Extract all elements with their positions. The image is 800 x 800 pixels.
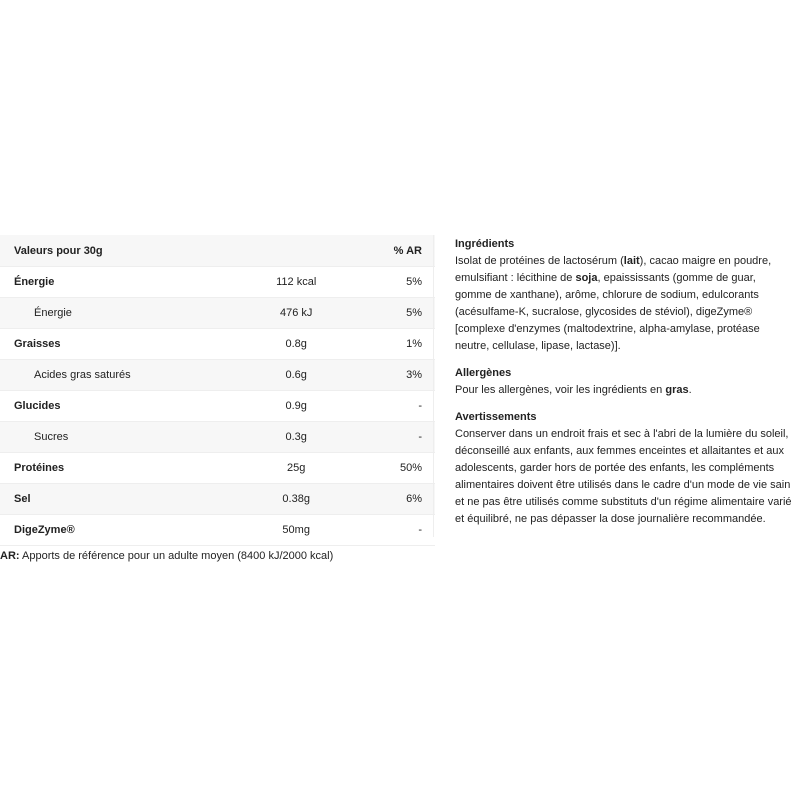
nutrient-ar: - — [346, 422, 435, 453]
nutrition-row — [0, 453, 435, 484]
ingredients-section — [455, 236, 795, 355]
nutrition-row — [0, 267, 435, 298]
nutrition-row — [0, 422, 435, 453]
ingredients-text — [455, 253, 795, 355]
allergens-text — [455, 382, 795, 399]
nutrient-ar: 3% — [346, 360, 435, 391]
nutrient-value: 112 kcal — [247, 267, 346, 298]
ar-footnote-text: Apports de référence pour un adulte moyen (8400 kJ/2000 kcal) — [19, 550, 334, 562]
nutrient-ar: 5% — [346, 267, 435, 298]
nutrient-value: 25g — [247, 453, 346, 484]
warnings-section — [455, 409, 795, 528]
warnings-text: Conserver dans un endroit frais et sec à l'abri de la lumière du soleil, déconseillé aux enfants, aux femmes enceintes et allaitantes et aux adolescents, garder hors de portée des enfants, les compléments alimentaires doivent être utilisés dans le cadre d'un mode de vie sain et ne pas être utilisés comme substituts d'un régime alimentaire varié et équilibré, ne pas dépasser la dose journalière recommandée. — [455, 428, 792, 525]
nutrition-row — [0, 360, 435, 391]
nutrient-label: Sucres — [0, 422, 247, 453]
nutrient-ar: 1% — [346, 329, 435, 360]
nutrient-value: 0.8g — [247, 329, 346, 360]
nutrient-label: Sel — [0, 484, 247, 515]
nutrient-label: DigeZyme® — [0, 515, 247, 546]
nutrient-ar: - — [346, 515, 435, 546]
text-fragment: , epaississants (gomme de guar, gomme de xanthane), arôme, chlorure de sodium, edulcorants (acésulfame-K, sucralose, glycosides de stéviol), digeZyme® [complexe d'enzymes (maltodextrine, alpha-amylase, protéase neutre, cellulase, lipase, lactase)]. — [455, 272, 760, 352]
header-ar: % AR — [346, 235, 435, 267]
nutrition-row — [0, 484, 435, 515]
nutrition-row — [0, 298, 435, 329]
nutrient-value: 0.38g — [247, 484, 346, 515]
ar-footnote — [0, 549, 333, 563]
allergen-highlight: gras — [665, 384, 689, 396]
header-label: Valeurs pour 30g — [0, 235, 247, 267]
nutrient-ar: - — [346, 391, 435, 422]
nutrient-label: Acides gras saturés — [0, 360, 247, 391]
nutrient-value: 0.6g — [247, 360, 346, 391]
nutrient-label: Glucides — [0, 391, 247, 422]
allergens-section — [455, 365, 795, 399]
text-fragment: . — [688, 384, 692, 396]
nutrient-label: Protéines — [0, 453, 247, 484]
nutrient-ar: 50% — [346, 453, 435, 484]
text-fragment: Isolat de protéines de lactosérum ( — [455, 255, 624, 267]
warnings-title: Avertissements — [455, 411, 537, 423]
allergens-title: Allergènes — [455, 367, 512, 379]
ingredients-title: Ingrédients — [455, 238, 515, 250]
nutrient-value: 50mg — [247, 515, 346, 546]
allergen-highlight: lait — [623, 255, 640, 267]
nutrition-row — [0, 329, 435, 360]
nutrition-row — [0, 515, 435, 546]
nutrition-table-panel — [0, 235, 435, 546]
nutrient-ar: 6% — [346, 484, 435, 515]
product-info — [455, 236, 795, 538]
nutrient-label: Énergie — [0, 298, 247, 329]
nutrient-label: Graisses — [0, 329, 247, 360]
ar-footnote-prefix: AR: — [0, 550, 20, 562]
nutrition-table — [0, 235, 435, 546]
text-fragment: Pour les allergènes, voir les ingrédients en — [455, 384, 666, 396]
nutrition-body — [0, 267, 435, 546]
nutrition-header-row — [0, 235, 435, 267]
nutrient-value: 0.9g — [247, 391, 346, 422]
header-value — [247, 235, 346, 267]
nutrient-value: 476 kJ — [247, 298, 346, 329]
allergen-highlight: soja — [575, 272, 598, 284]
nutrient-value: 0.3g — [247, 422, 346, 453]
text-fragment: ), cacao maigre en poudre, emulsifiant : lécithine de — [455, 255, 772, 284]
nutrient-ar: 5% — [346, 298, 435, 329]
nutrient-label: Énergie — [0, 267, 247, 298]
nutrition-row — [0, 391, 435, 422]
